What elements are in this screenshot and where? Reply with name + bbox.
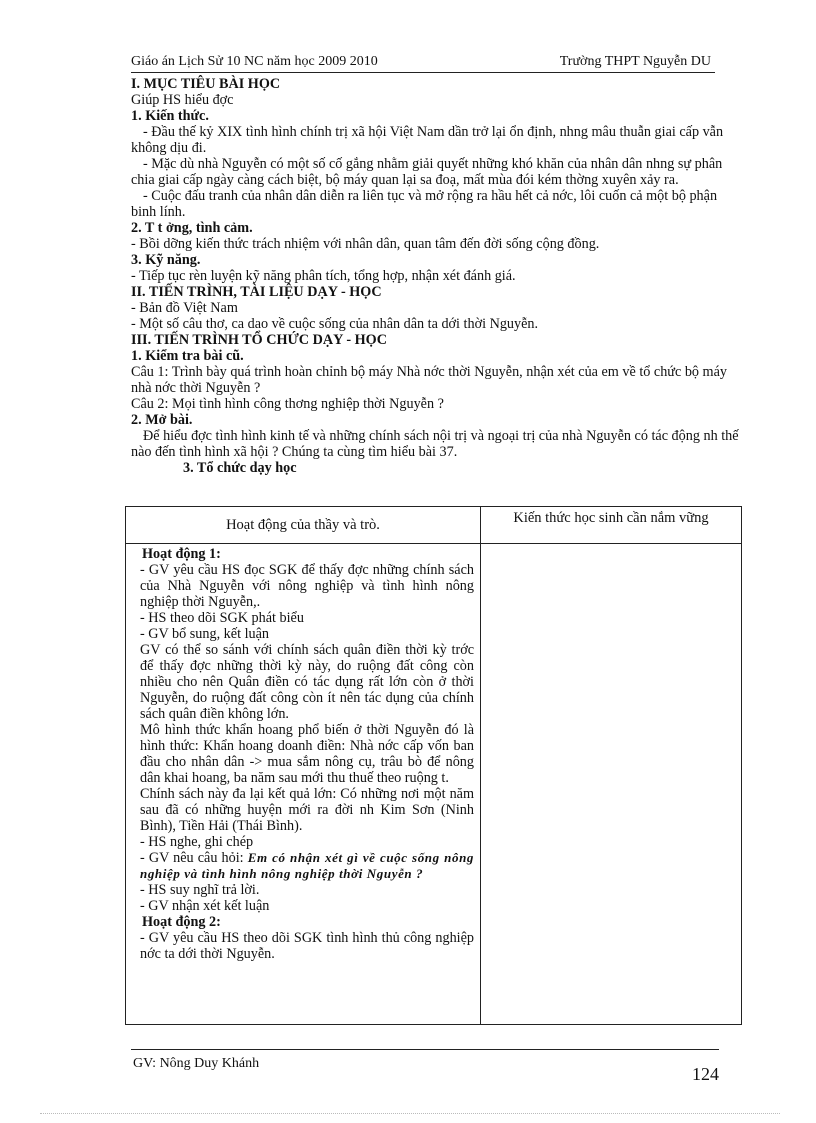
column-header-activities: Hoạt động của thầy và trò. [126, 507, 481, 544]
lesson-plan-table [125, 506, 742, 1025]
footer-teacher: GV: Nông Duy Khánh [133, 1056, 260, 1071]
section-1-intro: Giúp HS hiểu đợc [131, 92, 234, 108]
knowledge-cell [481, 544, 742, 1025]
section-3-heading: III. TIẾN TRÌNH TỔ CHỨC DẠY - HỌC [131, 332, 387, 348]
subheading-skills: 3. Kỹ năng. [131, 252, 201, 268]
paragraph: - Tiếp tục rèn luyện kỹ năng phân tích, tổng hợp, nhận xét đánh giá. [131, 268, 516, 284]
section-2-heading: II. TIẾN TRÌNH, TÀI LIỆU DẠY - HỌC [131, 284, 382, 300]
paragraph: - Cuộc đấu tranh của nhân dân diễn ra liên tục và mở rộng ra hầu hết cả nớc, lôi cuốn cả một bộ phận binh lính. [131, 188, 718, 220]
paragraph: - Mặc dù nhà Nguyễn có một số cố gắng nhằm giải quyết những khó khăn của nhân dân nhng sự phân chia giai cấp ngày càng cách biệt, bộ máy quan lại sa đoạ, mất mùa đói kém thờng xuyên xảy ra. [131, 156, 723, 188]
activity-1-heading: Hoạt động 1: [142, 546, 221, 562]
list-item: - GV nêu câu hỏi: Em có nhận xét gì về cuộc sống nông nghiệp và tình hình nông nghiệp thời Nguyễn ? [140, 850, 475, 881]
table-row [126, 544, 742, 1025]
list-item: - HS nghe, ghi chép [140, 834, 254, 850]
activity-2-heading: Hoạt động 2: [142, 914, 221, 930]
question-2: Câu 2: Mọi tình hình công thơng nghiệp thời Nguyễn ? [131, 396, 444, 412]
list-item: - HS suy nghĩ trả lời. [140, 882, 260, 898]
page-header [131, 52, 715, 73]
table-header-row [126, 507, 742, 544]
list-item: - HS theo dõi SGK phát biểu [140, 610, 304, 626]
header-course-title: Giáo án Lịch Sử 10 NC năm học 2009 2010 [131, 54, 378, 69]
list-item: Chính sách này đa lại kết quả lớn: Có những nơi một năm sau đã có những huyện mới ra đời nh Kim Sơn (Ninh Bình), Tiền Hải (Thái Bình). [140, 786, 474, 834]
paragraph: - Đầu thế kỷ XIX tình hình chính trị xã hội Việt Nam dần trở lại ổn định, nhng mâu thuẫn giai cấp vẫn không dịu đi. [131, 124, 724, 156]
paragraph: - Bồi dỡng kiến thức trách nhiệm với nhân dân, quan tâm đến đời sống cộng đồng. [131, 236, 600, 252]
subheading-review: 1. Kiểm tra bài cũ. [131, 348, 244, 364]
activities-cell [126, 544, 481, 1025]
question-italic: Em có nhận xét gì về cuộc sống nông nghiệp và tình hình nông nghiệp thời Nguyễn ? [140, 850, 475, 881]
list-item: - GV yêu cầu HS đọc SGK để thấy đợc những chính sách của Nhà Nguyễn với nông nghiệp và tình hình nông nghiệp thời Nguyễn,. [140, 562, 474, 610]
page-bottom-divider [40, 1113, 780, 1114]
question-1: Câu 1: Trình bày quá trình hoàn chỉnh bộ máy Nhà nớc thời Nguyễn, nhận xét của em về tổ chức bộ máy nhà nớc thời Nguyễn ? [131, 364, 727, 396]
subheading-knowledge: 1. Kiến thức. [131, 108, 209, 124]
header-school-name: Trường THPT Nguyễn DU [559, 54, 711, 69]
page-footer [131, 1049, 719, 1090]
list-item: GV có thể so sánh với chính sách quân điền thời kỳ trớc để thấy đợc những thời kỳ này, do ruộng đất công còn nhiều cho nên Quân điền có tác dụng rất lớn còn ở thời Nguyễn, do ruộng đất công còn ít nên tác dụng của chính sách quân điền không lớn. [140, 642, 474, 722]
section-1-heading: I. MỤC TIÊU BÀI HỌC [131, 76, 281, 92]
subheading-organize: 3. Tổ chức dạy học [183, 460, 297, 476]
page-number: 124 [692, 1064, 719, 1084]
list-item: - GV bổ sung, kết luận [140, 626, 269, 642]
subheading-intro: 2. Mở bài. [131, 412, 193, 428]
paragraph: Để hiểu đợc tình hình kinh tế và những chính sách nội trị và ngoại trị của nhà Nguyễn có tác động nh thế nào đến tình hình xã hội ? Chúng ta cùng tìm hiểu bài 37. [131, 428, 739, 460]
list-item: - GV yêu cầu HS theo dõi SGK tình hình thủ công nghiệp nớc ta dới thời Nguyễn. [140, 930, 474, 962]
column-header-knowledge: Kiến thức học sinh cần nắm vững [481, 507, 742, 544]
list-item: - GV nhận xét kết luận [140, 898, 270, 914]
paragraph: - Một số câu thơ, ca dao về cuộc sống của nhân dân ta dới thời Nguyễn. [131, 316, 539, 332]
paragraph: - Bản đồ Việt Nam [131, 300, 238, 316]
list-item: Mô hình thức khẩn hoang phổ biến ở thời Nguyễn đó là hình thức: Khẩn hoang doanh điền: Nhà nớc cấp vốn ban đầu cho nhân dân -> mua sắm nông cụ, trâu bò để nông dân khai hoang, ba năm sau mới thu thuế theo ruộng t. [140, 722, 474, 786]
subheading-attitude: 2. T t ởng, tình cảm. [131, 220, 253, 236]
document-body [131, 76, 741, 476]
